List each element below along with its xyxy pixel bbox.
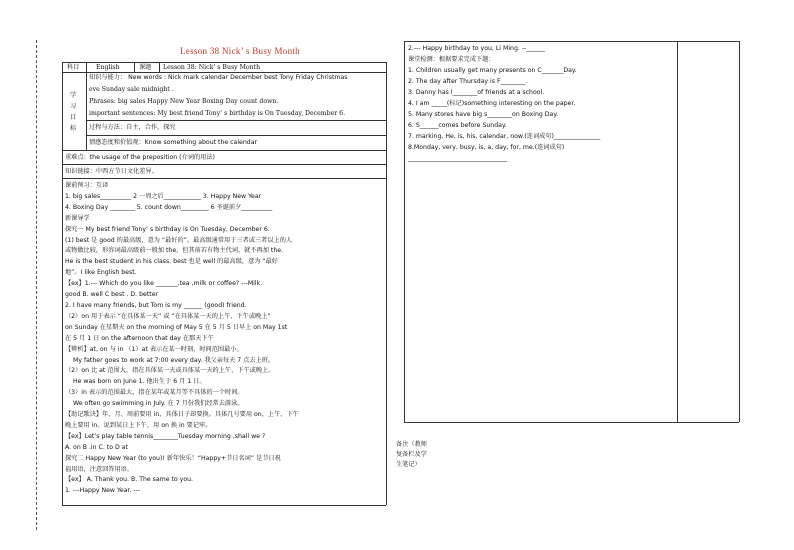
line: 课前预习：互译 bbox=[65, 182, 109, 189]
table-line bbox=[404, 422, 739, 423]
objective-emotion: 情感态度和价值观：Know something about the calendar bbox=[89, 139, 258, 146]
subject-value: English bbox=[96, 64, 120, 71]
line: 8.Monday, very, busy, is, a, day, for, me.(连词成句) bbox=[408, 144, 565, 151]
line: My father goes to work at 7:00 every day. 我父亲每天 7 点去上班。 bbox=[73, 356, 275, 364]
topic-value: Lesson 38: Nick’ s Busy Month bbox=[163, 64, 261, 71]
binding-margin bbox=[36, 40, 37, 530]
line: 2.--- Happy birthday to you, Li Ming. --______ bbox=[408, 45, 545, 52]
line: ________________________________ bbox=[408, 155, 507, 162]
line: （2）on 比 at 范围大，指在具体某一天或具体某一天的上午、下午或晚上。 bbox=[65, 367, 275, 375]
table-line bbox=[677, 41, 678, 422]
line: 【助记歌诀】年、月、周前要用 in，具体日子却要换。具体几号要用 on，上午、下午 bbox=[65, 411, 299, 419]
line: 【ex】1.--- Which do you like _______,tea ,milk or coffee? ---Milk. bbox=[65, 280, 263, 288]
line: 1. ---Happy New Year. --- bbox=[65, 487, 141, 495]
line: on Sunday 在星期天 on the morning of May 5 在 5 月 5 日早上 on May 1st bbox=[65, 323, 288, 331]
line: 6. S______comes before Sunday. bbox=[408, 122, 507, 129]
table-line bbox=[404, 41, 739, 42]
line: We often go swimming in July. 在 7 月份我们经常去游泳。 bbox=[73, 400, 244, 408]
table-line bbox=[86, 135, 386, 136]
line: 新课导学 bbox=[65, 214, 90, 222]
table-line bbox=[739, 41, 740, 422]
knowledge-link-row: 知识链接：中西方节日文化差异。 bbox=[65, 168, 158, 175]
line: 【ex】 A. Thank you. B. The same to you. bbox=[65, 476, 194, 484]
objective-sentences: important sentences: My best friend Tony’ s birthday is On Tuesday, December 6. bbox=[89, 110, 346, 117]
table-line bbox=[62, 178, 386, 179]
line: 在 5 月 1 日 on the afternoon that day 在那天下午 bbox=[65, 334, 214, 342]
table-line bbox=[386, 62, 387, 505]
table-line bbox=[134, 62, 135, 72]
line: 福用语，注意回答用语。 bbox=[65, 465, 134, 473]
line: 探究一 My best friend Tony’ s birthday is On Tuesday, December 6. bbox=[65, 225, 270, 233]
line: He was born on June 1. 他出生于 6 月 1 日。 bbox=[73, 378, 206, 386]
line: 1. Children usually get many presents on C_______Day. bbox=[408, 67, 577, 74]
line: (1) best 是 good 的最高级，意为 “最好的”。最高级通常用于三者或三者以上的人 bbox=[65, 236, 293, 244]
table-line bbox=[62, 62, 386, 63]
line: 4. I am _____(标记)something interesting on the paper. bbox=[408, 100, 576, 107]
table-line bbox=[62, 164, 386, 165]
objectives-side-label: 学 习 目 标 bbox=[70, 92, 77, 132]
left-content bbox=[65, 181, 383, 497]
table-line bbox=[159, 62, 160, 72]
table-line bbox=[86, 120, 386, 121]
line: 课堂检测：根据要求完成下题： bbox=[408, 56, 495, 63]
page-title: Lesson 38 Nick’ s Busy Month bbox=[180, 46, 300, 56]
line: 3. Danny has l________of friends at a school. bbox=[408, 89, 545, 96]
right-content bbox=[408, 43, 676, 164]
line: 5. Many stores have big s________on Boxing Day. bbox=[408, 111, 559, 118]
table-line bbox=[86, 62, 87, 150]
line: 4. Boxing Day ________ 5. count down_________ 6 圣诞前夕__________ bbox=[65, 203, 273, 211]
subject-label: 科目 bbox=[67, 64, 80, 71]
table-line bbox=[404, 41, 405, 422]
line: 2. I have many friends, but Tom is my ______ (good) friend. bbox=[65, 301, 247, 309]
table-line bbox=[62, 150, 386, 151]
table-line bbox=[62, 62, 63, 505]
focus-row: 重难点：the usage of the preposition (介词的用法) bbox=[65, 154, 215, 161]
topic-label: 课题 bbox=[139, 64, 152, 71]
line: 探究二 Happy New Year (to you)! 新年快乐！“Happy+节日名词” 是节日祝 bbox=[65, 454, 281, 462]
line: （2）on 用于表示 “在具体某一天” 或 “在具体某一天的上午、下午或晚上” bbox=[65, 312, 271, 320]
objective-phrases: Phrases: big sales Happy New Year Boxing Day count down. bbox=[89, 98, 279, 105]
line: good B. well C best . D. better bbox=[65, 291, 159, 299]
line: He is the best student in his class. best 也是 well 的最高级，意为 “最好 bbox=[65, 258, 278, 266]
line: 或物做比较，形容词最高级前一般加 the，但其前若有物主代词，就不再加 the. bbox=[65, 247, 284, 255]
objective-process: 过程与方法：自主，合作，探究 bbox=[89, 124, 176, 131]
objective-knowledge-cont: eve Sunday sale midnight . bbox=[89, 86, 174, 93]
line: 2. The day after Thursday is F________. bbox=[408, 78, 528, 85]
line: 晚上要用 in。说到某日上下午，用 on 换 in 要记牢。 bbox=[65, 421, 212, 429]
line: 【ex】Let’s play table tennis________Tuesday morning ,shall we ? bbox=[65, 432, 266, 440]
line: 【辨析】at, on 与 in （1）at 表示在某一时刻，时间范围最小。 bbox=[65, 345, 243, 353]
line: （3）in 表示的范围最大，指在某年或某月等不具体的一个时间。 bbox=[65, 389, 244, 397]
table-line bbox=[62, 505, 386, 506]
table-line bbox=[62, 72, 386, 73]
line: A. on B .in C. to D at bbox=[65, 443, 128, 451]
line: 地”。I like English best. bbox=[65, 269, 137, 277]
line: 1. big sales__________ 2 一周之后____________ 3. Happy New Year bbox=[65, 192, 262, 200]
notes-side-label: 备注（教师 复备栏及学 生笔记） bbox=[396, 441, 427, 468]
objective-knowledge: 知识与能力： New words : Nick mark calendar December best Tony Friday Christmas bbox=[89, 74, 348, 81]
line: 7. marking, He, is, his, calendar, now.(连词成句)_______________ bbox=[408, 133, 601, 140]
